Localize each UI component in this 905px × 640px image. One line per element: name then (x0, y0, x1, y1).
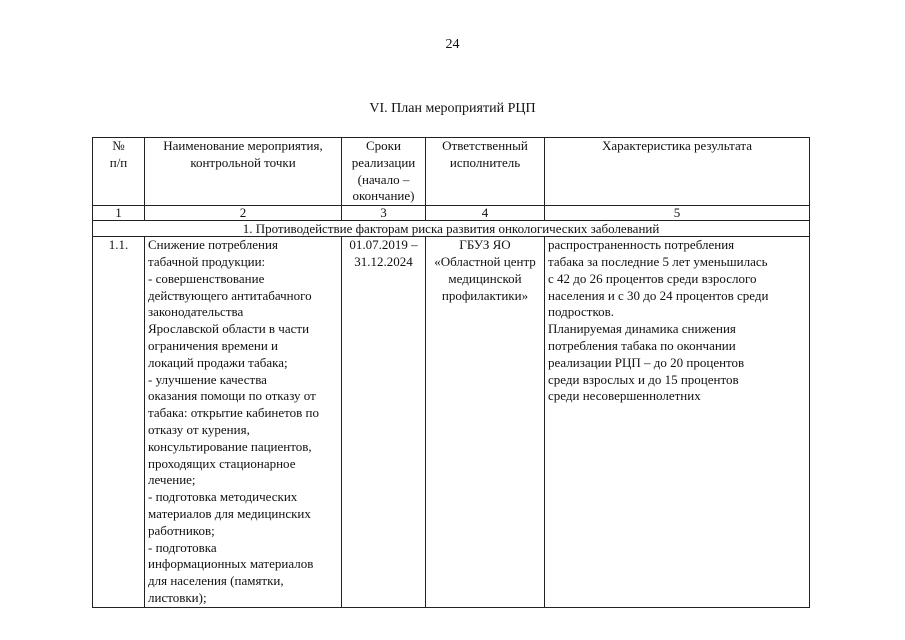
cell-line: ГБУЗ ЯО (459, 237, 511, 253)
cell-line: «Областной центр (434, 253, 536, 269)
row-executor (426, 237, 545, 608)
section-heading-row (93, 221, 810, 237)
cell-line: информационных материалов (148, 556, 314, 572)
cell-line: - подготовка методических (148, 489, 298, 505)
cell-line: № (112, 138, 125, 153)
cell-line: Снижение потребления (148, 237, 278, 253)
cell-line: Сроки (366, 138, 401, 153)
cell-line: материалов для медицинских (148, 505, 311, 521)
cell-line: Характеристика результата (601, 138, 753, 153)
cell-line: лечение; (148, 472, 196, 488)
cell-line: оказания помощи по отказу от (148, 388, 316, 404)
cell-line: (начало – (357, 171, 410, 187)
cell-line: листовки); (148, 589, 207, 605)
cell-line: ограничения времени и (148, 337, 278, 353)
cell-line: реализации (351, 154, 416, 170)
cell-line: Ярославской области в части (148, 321, 310, 337)
cell-line: контрольной точки (190, 154, 296, 170)
cell-line: отказу от курения, (148, 421, 250, 437)
cell-line: законодательства (148, 304, 244, 320)
row-dates (342, 237, 426, 608)
header-number (93, 138, 145, 206)
cell-line: профилактики» (441, 287, 529, 303)
activity-plan-table (92, 137, 810, 608)
cell-line: среди взрослых и до 15 процентов (548, 371, 739, 387)
cell-line: табака: открытие кабинетов по (148, 405, 320, 421)
row-activity-name (145, 237, 342, 608)
cell-line: п/п (109, 154, 128, 170)
cell-line: - подготовка (148, 539, 217, 555)
column-number-1: 1 (93, 206, 145, 221)
column-number-row (93, 206, 810, 221)
header-activity-name (145, 138, 342, 206)
cell-line: 01.07.2019 – (349, 237, 418, 253)
section-heading: 1. Противодействие факторам риска развития онкологических заболеваний (93, 221, 810, 237)
cell-line: табака за последние 5 лет уменьшилась (548, 253, 768, 269)
row-number: 1.1. (93, 237, 145, 608)
table-header-row (93, 138, 810, 206)
header-executor (426, 138, 545, 206)
cell-line: подростков. (548, 304, 615, 320)
column-number-2: 2 (145, 206, 342, 221)
cell-line: с 42 до 26 процентов среди взрослого (548, 270, 757, 286)
cell-line: - улучшение качества (148, 371, 267, 387)
section-title: VI. План мероприятий РЦП (369, 101, 536, 116)
column-number-4: 4 (426, 206, 545, 221)
cell-line: реализации РЦП – до 20 процентов (548, 354, 745, 370)
row-result (545, 237, 810, 608)
column-number-5: 5 (545, 206, 810, 221)
cell-line: среди несовершеннолетних (548, 388, 701, 404)
header-result (545, 138, 810, 206)
cell-line: окончание) (352, 188, 415, 204)
cell-line: работников; (148, 522, 215, 538)
cell-line: распространенность потребления (548, 237, 735, 253)
cell-line: Ответственный (442, 138, 528, 153)
cell-line: населения и с 30 до 24 процентов среди (548, 287, 769, 303)
cell-line: Планируемая динамика снижения (548, 321, 736, 337)
cell-line: локаций продажи табака; (148, 354, 288, 370)
table-row (93, 237, 810, 608)
header-dates (342, 138, 426, 206)
cell-line: потребления табака по окончании (548, 337, 736, 353)
cell-line: действующего антитабачного (148, 287, 312, 303)
cell-line: консультирование пациентов, (148, 438, 312, 454)
cell-line: 31.12.2024 (354, 253, 413, 269)
cell-line: проходящих стационарное (148, 455, 296, 471)
cell-line: табачной продукции: (148, 253, 266, 269)
cell-line: - совершенствование (148, 270, 265, 286)
cell-line: Наименование мероприятия, (163, 138, 323, 153)
cell-line: исполнитель (449, 154, 521, 170)
page-number: 24 (445, 37, 460, 52)
column-number-3: 3 (342, 206, 426, 221)
cell-line: для населения (памятки, (148, 573, 284, 589)
cell-line: медицинской (448, 270, 522, 286)
